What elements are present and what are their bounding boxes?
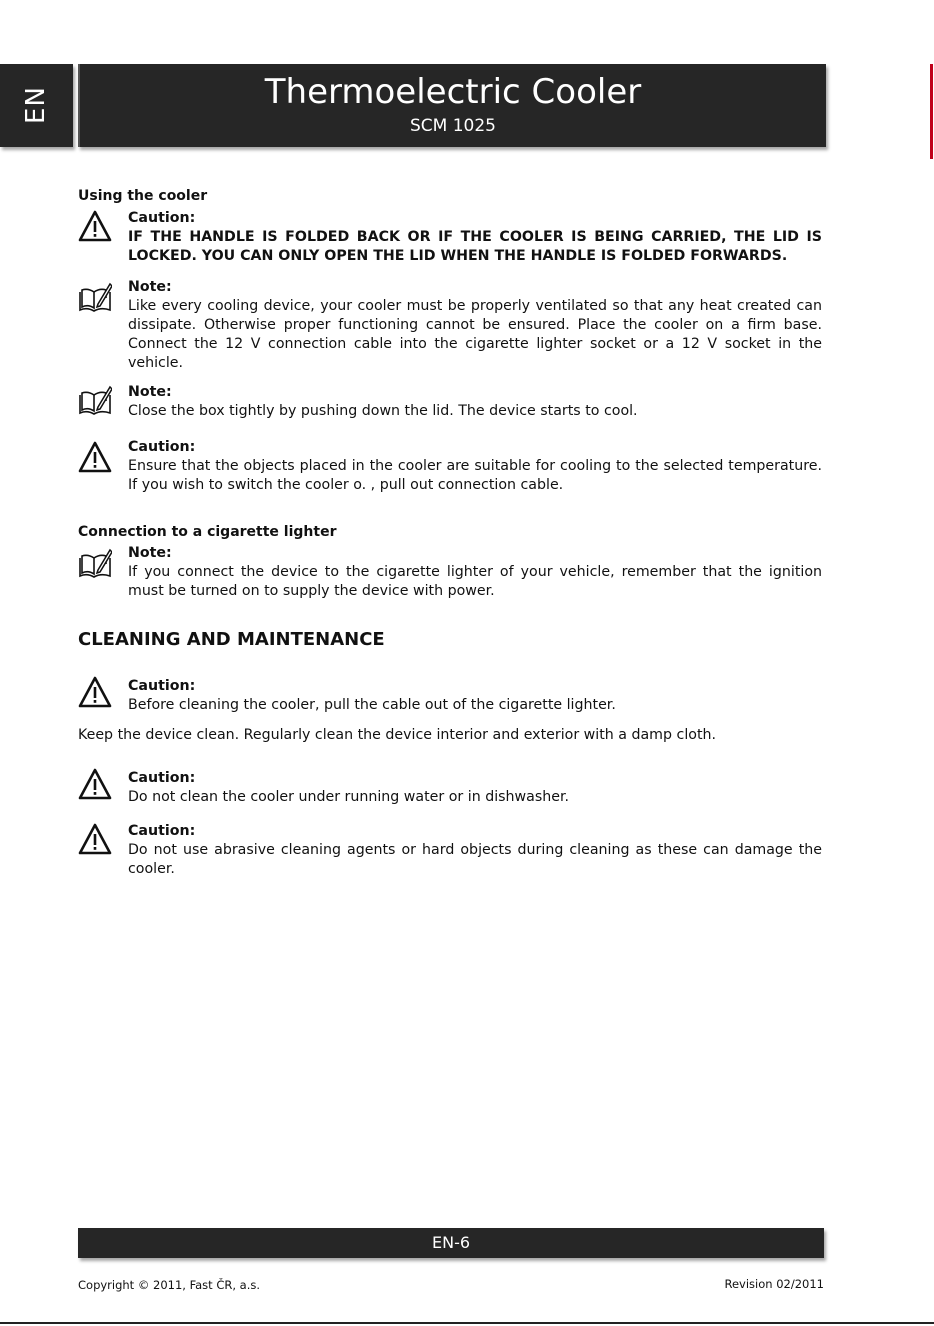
caution-label: Caution: (128, 678, 196, 694)
caution-text: Do not clean the cooler under running water or in dishwasher. (128, 789, 569, 805)
caution-label: Caution: (128, 823, 196, 839)
caution-block (78, 438, 824, 496)
note-label: Note: (128, 384, 172, 400)
note-block (78, 544, 824, 602)
note-label: Note: (128, 279, 172, 295)
section-heading-connection: Connection to a cigarette lighter (78, 524, 337, 540)
page-number: EN-6 (431, 1233, 471, 1252)
caution-block (78, 822, 824, 880)
page-bottom-rule (0, 1322, 934, 1324)
caution-text: IF THE HANDLE IS FOLDED BACK OR IF THE COOLER IS BEING CARRIED, THE LID IS LOCKED. YOU CAN ONLY OPEN THE LID WHEN THE HANDLE IS FOLDED FORWARDS. (128, 229, 822, 264)
caution-block (78, 769, 824, 809)
language-code: EN (21, 86, 51, 124)
caution-block (78, 209, 824, 267)
note-block (78, 383, 824, 423)
warning-triangle-icon (78, 209, 112, 243)
edge-marker (930, 64, 933, 159)
copyright-text: Copyright © 2011, Fast ČR, a.s. (78, 1278, 261, 1292)
title-bar (78, 64, 826, 147)
note-text: Close the box tightly by pushing down the lid. The device starts to cool. (128, 403, 638, 419)
page-title: Thermoelectric Cooler (264, 72, 642, 112)
revision-text: Revision 02/2011 (724, 1277, 824, 1291)
note-book-icon (78, 385, 112, 419)
caution-label: Caution: (128, 210, 196, 226)
warning-triangle-icon (78, 822, 112, 856)
warning-triangle-icon (78, 675, 112, 709)
note-block (78, 278, 824, 374)
caution-label: Caution: (128, 770, 196, 786)
note-book-icon (78, 548, 112, 582)
note-book-icon (78, 282, 112, 316)
cleaning-paragraph: Keep the device clean. Regularly clean the device interior and exterior with a damp cloth. (78, 727, 717, 743)
caution-text: Ensure that the objects placed in the cooler are suitable for cooling to the selected temperature. If you wish to switch the cooler o. , pull out connection cable. (128, 458, 822, 493)
warning-triangle-icon (78, 767, 112, 801)
section-heading-cleaning: CLEANING AND MAINTENANCE (78, 629, 385, 650)
note-label: Note: (128, 545, 172, 561)
page-number-bar (78, 1228, 824, 1258)
warning-triangle-icon (78, 440, 112, 474)
caution-block (78, 677, 824, 717)
language-tab (0, 64, 73, 147)
section-heading-using: Using the cooler (78, 188, 208, 204)
model-number: SCM 1025 (410, 116, 496, 136)
caution-label: Caution: (128, 439, 196, 455)
note-text: If you connect the device to the cigarette lighter of your vehicle, remember that the ignition must be turned on to supply the device with power. (128, 564, 822, 599)
caution-text: Before cleaning the cooler, pull the cable out of the cigarette lighter. (128, 697, 616, 713)
caution-text: Do not use abrasive cleaning agents or hard objects during cleaning as these can damage the cooler. (128, 842, 822, 877)
note-text: Like every cooling device, your cooler must be properly ventilated so that any heat created can dissipate. Otherwise proper functioning cannot be ensured. Place the cooler on a firm base. Connect the 12 V connection cable into the cigarette lighter socket or a 12 V socket in the vehicle. (128, 298, 822, 371)
